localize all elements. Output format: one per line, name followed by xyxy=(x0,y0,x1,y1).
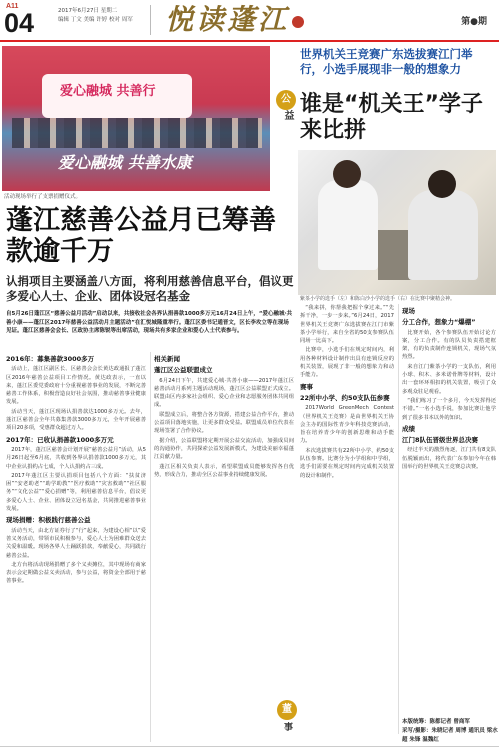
side-photo xyxy=(298,150,496,295)
section-title: 现场捐赠：积极践行慈善公益 xyxy=(6,516,91,525)
section-code: A11 xyxy=(6,3,19,10)
section-title: 现场 xyxy=(402,307,415,315)
student-right xyxy=(408,190,478,280)
main-lede: 自5月26日蓬江区“慈善公益月活动”启动以来，共接收社会各界认捐善款1000多万元16月24日上午，“爱心融城·共善小康——蓬江区2017年慈善公益活动月主题活动”在汇悦城隆重举行。蓬江区委书记通晋文，区长李攻立等在现场见证。蓬江区慈善会会长、区政协主席陈锐等出席活动，现场共有多家企业和爱心人士代表参与。 xyxy=(6,311,293,334)
paragraph: 比赛开始，各个参赛队伍开始讨论方案，分工合作。有的队员负责搭建框架，有的负责制作连锁机关，现场气氛热烈。 xyxy=(402,329,496,361)
paragraph: “我来拼，你帮我把握个拿过来。”“先拆干净，一步一步来。”6月24日，2017世界机关王竞赛广东选拔赛在江门市紫茶小学举行，来自全省的50支参赛队伍同场一比高下。 xyxy=(300,305,394,345)
page-number: 04 xyxy=(4,8,35,38)
paragraph: 蓬江区相关负责人表示，希望联盟成员能够发挥各自优势，形成合力，推动全区公益事业持续健康发展。 xyxy=(154,463,294,478)
section-title: 成绩 xyxy=(402,424,415,433)
paragraph: 活动当天，由北方证券行了“行”起来，为建设心相“以”爱善义务活动，带领市民积极参与，爱心人士为困难群众送去关爱和温暖。现场各界人士踊跃捐款，奉献爱心，共同践行慈善公益。 xyxy=(6,527,146,559)
paragraph: “我们练习了一个多月，今天发挥得还不错。”一名小选手说，参加比赛让他学到了很多书本以外的知识。 xyxy=(402,397,496,421)
section-title: 2017年：已收认捐善款1000多万元 xyxy=(6,435,114,444)
side-column-2 xyxy=(402,304,496,472)
main-photo-caption: 活动现场举行了支票捐赠仪式。 xyxy=(4,194,82,200)
section-title: 相关新闻 xyxy=(154,355,180,363)
main-photo xyxy=(2,46,270,191)
gongyi-badge-icon: 公 xyxy=(276,90,296,110)
main-column-1 xyxy=(6,352,146,587)
paragraph: 北方台将活动现场捐赠了多个义卖摊位，其中现场有商家表示会定期做公益义卖活动，参与公益，将资金全部用于慈善事业。 xyxy=(6,561,146,585)
dongshi-badge-icon: 董 xyxy=(277,700,297,720)
main-headline: 蓬江慈善公益月已筹善款逾千万 xyxy=(6,205,276,267)
paragraph: 据介绍，公益联盟将定期开展公益交流活动，加强成员间的沟通协作，共同探索公益发展新模式，为建设美丽幸福蓬江贡献力量。 xyxy=(154,437,294,461)
paragraph: 经过半天的激烈角逐，江门共有8支队伍脱颖而出，将代表广东参加今年在韩国举行的世界机关王竞赛总决赛。 xyxy=(402,447,496,471)
masthead-divider xyxy=(150,5,151,35)
section-title: 赛事 xyxy=(300,382,313,391)
section-title: 蓬江区公益联盟成立 xyxy=(154,366,213,375)
paragraph: 本次选拔赛共有22所中小学、约50支队伍参赛。比赛分为小学组和中学组，选手们需要在规定时间内完成机关装置的设计和制作。 xyxy=(300,447,394,479)
stage-bottom-text: 爱心融城 共善水康 xyxy=(58,153,192,172)
side-photo-caption: 紫茶小学的选手（左）和陈白沙小学的选手（右）在比赛中聚精会神。 xyxy=(300,296,456,302)
bottom-rule xyxy=(0,746,499,747)
stage-banner-text: 爱心融城 共善行 xyxy=(60,84,156,99)
side-kicker: 世界机关王竞赛广东选拔赛江门举行，小选手展现非一般的想象力 xyxy=(300,47,473,76)
masthead xyxy=(0,0,499,44)
editor-line: 编辑 丁文 美编 许婷 校对 周军 xyxy=(58,17,133,23)
paragraph: 联盟成立后，将整合各方资源，搭建公益合作平台，推动公益项目落地实施，让更多群众受益。联盟成员单位代表在现场签署了合作协议。 xyxy=(154,411,294,435)
side-column-1 xyxy=(300,304,394,481)
dongshi-badge-label: 事 xyxy=(282,722,292,731)
masthead-rule xyxy=(0,40,499,42)
paragraph: 2017年，蓬江区慈善会计划开展“慈善公益月”活动，从5月26日起至6月底，共收到各界认捐善款1000多万元，其中企业认捐约占七成，个人认捐约占三成。 xyxy=(6,446,146,470)
student-right-head xyxy=(428,170,456,198)
paragraph: 2017World GreenMech Contest（世界机关王竞赛）是由世界机关王协会主办的国际性青少年科技竞赛活动，旨在培养青少年的创新思维和动手能力。 xyxy=(300,405,394,445)
date-line: 2017年6月27日 星期二 xyxy=(58,8,118,14)
side-headline: 谁是“机关王”学子来比拼 xyxy=(300,92,483,143)
newspaper-title: 悦读蓬江 xyxy=(165,3,290,36)
stage-people xyxy=(12,118,262,148)
editors-credit: 本版统筹：陈都记者 曾商军 采写/摄影：朱晓记者 周博 通讯员 梁水超 朱锋 温魏红 xyxy=(402,719,498,743)
paragraph: 活动当天，蓬江区现场认捐善款达1000多万元。去年，蓬江区慈善会全年共募集善款3000多万元，全年开展慈善项目20多项，受惠群众超过万人。 xyxy=(6,408,146,432)
gongyi-badge-label: 益 xyxy=(282,110,293,120)
student-left xyxy=(318,180,378,270)
section-title: 分工合作，想象力“爆棚” xyxy=(402,318,476,327)
side-column-divider xyxy=(398,304,399,734)
logo-icon xyxy=(292,16,304,28)
section-title: 2016年：募集善款3000多万 xyxy=(6,355,95,363)
paragraph: 6月24日下午，共建爱心城·共善小康——2017年蓬江区慈善活动月系列主题活动现场，蓬江区公益联盟正式成立。联盟由区内多家社会组织、爱心企业和志愿服务团体共同组成。 xyxy=(154,377,294,409)
main-column-2 xyxy=(154,352,294,480)
column-divider xyxy=(150,352,151,742)
paragraph: 比赛中，小选手们在规定时间内，利用各种材料设计制作出具有连锁反应的机关装置，展现了非一般的想象力和动手能力。 xyxy=(300,347,394,379)
main-subheadline: 认捐项目主要涵盖八方面，将利用慈善信息平台，倡议更多爱心人士、企业、团体设冠名基金 xyxy=(6,274,294,303)
section-title: 22所中小学、约50支队伍参赛 xyxy=(300,393,390,402)
student-left-head xyxy=(333,160,361,188)
paragraph: 来自江门紫茶小学的一支队伍，利用小球、积木、多米诺骨牌等材料，设计出一套环环相扣的机关装置，吸引了众多观众驻足观看。 xyxy=(402,363,496,395)
section-title: 江门8队伍晋级世界总决赛 xyxy=(402,436,479,445)
paragraph: 活动上，蓬江区副区长、区慈善会会长黄达政通报了蓬江区2016年慈善公益项目工作情况。黄达政表示，一直以来，蓬江区委党委政府十分重视慈善事业的发展，不断完善慈善工作体系，积极营造良好社会氛围，推动慈善事业健康发展。 xyxy=(6,366,146,406)
page-label: 第●期 xyxy=(461,17,487,27)
paragraph: 2017年蓬江区主要认捐项目包括八个方面：“扶贫济困”“安老助老”“助学助教”“医疗救助”“灾害救助”“社区服务”“文化公益”“爱心捐赠”等，利用慈善信息平台，倡议更多爱心人士、企业、团体设立冠名基金，共同推进慈善事业发展。 xyxy=(6,472,146,513)
